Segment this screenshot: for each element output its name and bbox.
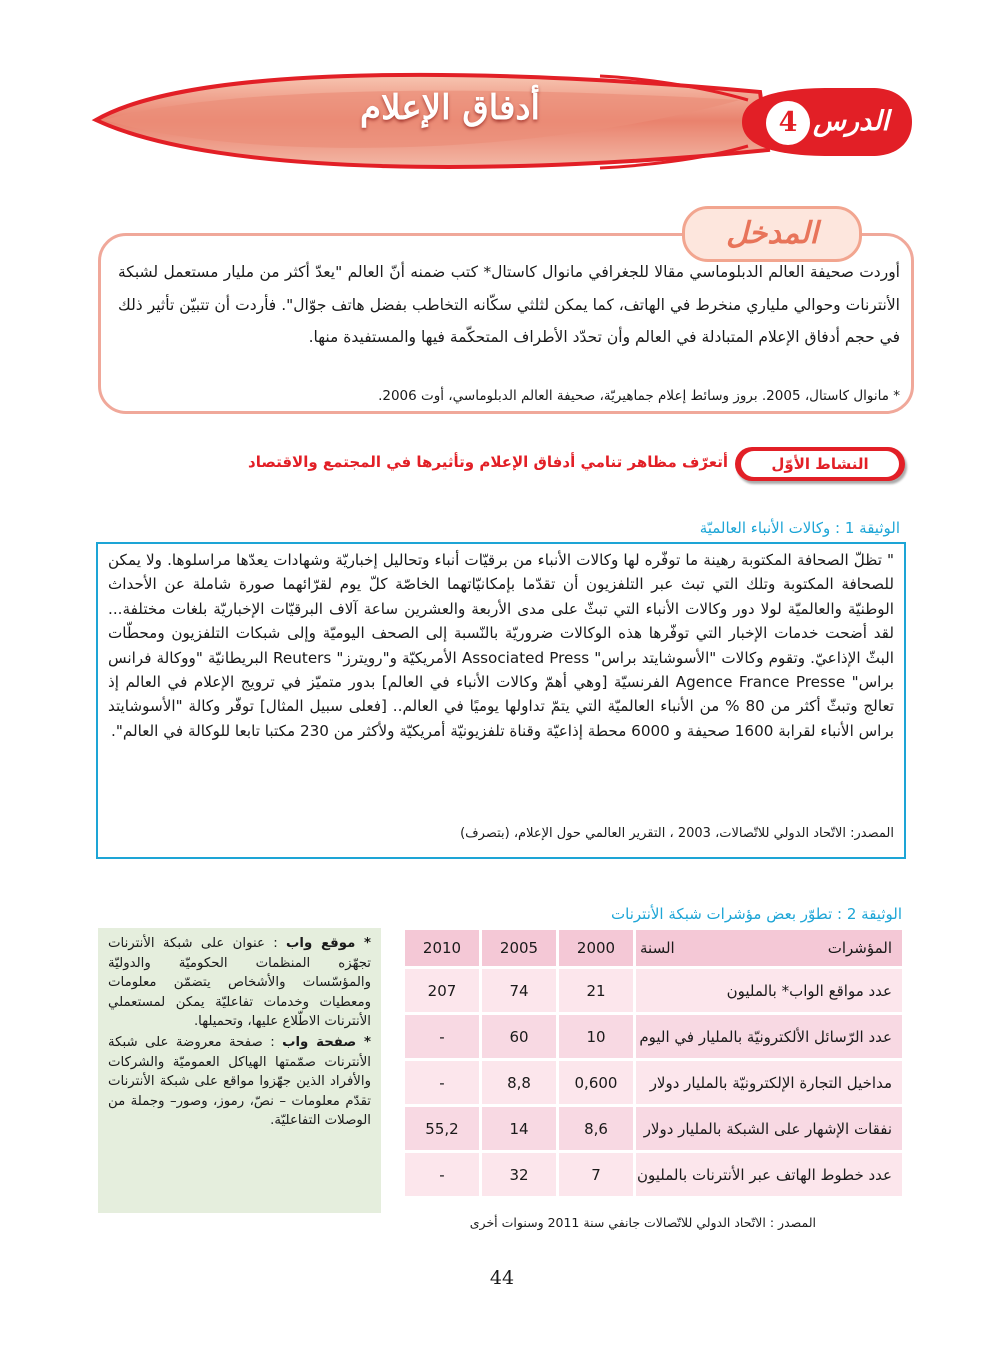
glossary-definition: : صفحة معروضة على شبكة الأنترنات صمّمتها الهياكل العموميّة والشركات والأفراد الذين جهّزوا مواقع على شبكة الأنترنات تقدّم معلومات – نصّ، رموز، وصور– وجملة من الوصلات التفاعليّة. xyxy=(108,1034,371,1129)
row-label: عدد مواقع الواب* بالمليون xyxy=(633,969,902,1015)
doc2-source: المصدر : الاتّحاد الدولي للاتّصالات جانفي سنة 2011 وسنوات أخرى xyxy=(469,1215,816,1230)
doc1-title: الوثيقة 1 : وكالات الأنباء العالميّة xyxy=(699,519,900,537)
lesson-title: أدفاق الإعلام xyxy=(360,88,540,128)
doc1-text: " تظلّ الصحافة المكتوبة رهينة ما توفّره لها وكالات الأنباء من برقيّات أنباء وتحاليل إخباريّة وشهادات يعدّها مراسلوها. ولا يمكن للصحافة المكتوبة وتلك التي تبث عبر التلفزيون أن تقدّما بإمكانيّاتهما الخاصّة كلّ يوم لقرّائهما صورة شاملة عن الأحداث الوطنيّة والعالميّة لولا دور وكالات الأنباء التي تبثّ على مدى الأربعة والعشرين ساعة آلاف البرقيّات الإخباريّة بلغات مختلفة... لقد أضحت خدمات الإخبار التي توفّرها هذه الوكالات ضروريّة بالنّسبة إلى الصحف اليوميّة وإلى شبكات التلفزيون ومحطّات البثّ الإذاعيّ. وتقوم وكالات "الأسوشايتد براس" Associated Press الأمريكيّة و"رويترز" Reuters البريطانيّة "ووكالة فرانس براس" Agence France Presse الفرنسيّة [وهي أهمّ وكالات الأنباء في العالم] بدور متميّز في ترويج الإعلام في العالم إذ تعالج وتبثّ أكثر من 80 % من الأنباء العالميّة التي يتمّ تداولها يوميًا في العالم.. [فعلى سبيل المثال] توفّر وكالة "الأسوشايتد براس الأنباء لقرابة 1600 صحيفة و 6000 محطة إذاعيّة وقناة تلفزيونيّة أمريكيّة ولأكثر من 230 مكتبا تابعا للوكالة في العالم". xyxy=(108,551,895,740)
row-label: عدد الرّسائل الألكترونيّة بالمليار في اليوم xyxy=(633,1015,902,1061)
glossary-term: * موقع واب xyxy=(286,936,371,951)
cell-value: - xyxy=(402,1061,479,1107)
table-row xyxy=(402,1107,902,1153)
activity-badge xyxy=(735,447,905,481)
lesson-number-badge: 4 xyxy=(766,101,810,145)
header-indicator-label: المؤشرات xyxy=(827,939,892,957)
row-label: عدد خطوط الهاتف عبر الأنترنات بالمليون xyxy=(633,1153,902,1199)
page-number: 44 xyxy=(489,1267,515,1289)
table-row xyxy=(402,969,902,1015)
table-header-row xyxy=(402,930,902,969)
intro-paragraph-text: أوردت صحيفة العالم الدبلوماسي مقالا للجغرافي مانوال كاستال* كتب ضمنه أنّ العالم "يعدّ أكثر من مليار مستعمل لشبكة الأنترنات وحوالي ملياري منخرط في الهاتف، كما يمكن لثلثي سكّانه التخاطب بفضل هاتف جوّال". فأردت أن تتبيّن تأثير ذلك في حجم أدفاق الإعلام المتبادلة في العالم وأن تحدّد الأطراف المتحكّمة فيها والمستفيدة منها. xyxy=(118,263,900,346)
header-year-1: 2000 xyxy=(556,930,633,969)
cell-value: 7 xyxy=(556,1153,633,1199)
cell-value: 55,2 xyxy=(402,1107,479,1153)
glossary-box xyxy=(98,928,381,1213)
cell-value: 8,8 xyxy=(479,1061,556,1107)
header-year-2: 2005 xyxy=(479,930,556,969)
cell-value: 207 xyxy=(402,969,479,1015)
row-label: نفقات الإشهار على الشبكة بالمليار دولار xyxy=(633,1107,902,1153)
indicators-table xyxy=(402,930,902,1199)
activity-title: أتعرّف مظاهر تنامي أدفاق الإعلام وتأثيرها في المجتمع والاقتصاد xyxy=(248,453,728,471)
glossary-item-web-page xyxy=(108,1033,371,1131)
doc1-body xyxy=(108,548,894,743)
cell-value: - xyxy=(402,1015,479,1061)
doc2-title: الوثيقة 2 : تطوّر بعض مؤشرات شبكة الأنترنات xyxy=(611,905,902,923)
cell-value: 21 xyxy=(556,969,633,1015)
glossary-item-web-site xyxy=(108,934,371,1032)
glossary-definition: : عنوان على شبكة الأنترنات تجهّزه المنظمات الحكوميّة والدوليّة والمؤسّسات والأشخاص يتضمّن معلومات ومعطيات وخدمات تفاعليّة يمكن لمستعملي الأنترنات الاطّلاع عليها، وتحميلها. xyxy=(108,936,371,1030)
row-label: مداخيل التجارة الإلكترونيّة بالمليار دولار xyxy=(633,1061,902,1107)
intro-paragraph xyxy=(118,256,900,354)
cell-value: 60 xyxy=(479,1015,556,1061)
header-year-label: السنة xyxy=(640,939,675,957)
intro-footnote: * مانوال كاستال، 2005. بروز وسائط إعلام جماهيريّة، صحيفة العالم الدبلوماسي، أوت 2006. xyxy=(378,388,900,404)
intro-tab: المدخل xyxy=(682,206,862,262)
header-year-3: 2010 xyxy=(402,930,479,969)
cell-value: 32 xyxy=(479,1153,556,1199)
table-row xyxy=(402,1153,902,1199)
cell-value: 8,6 xyxy=(556,1107,633,1153)
table-row xyxy=(402,1061,902,1107)
doc1-source: المصدر: الاتّحاد الدولي للاتّصالات، 2003 ، التقرير العالمي حول الإعلام، (بتصرف) xyxy=(460,826,894,841)
cell-value: - xyxy=(402,1153,479,1199)
cell-value: 74 xyxy=(479,969,556,1015)
cell-value: 0,600 xyxy=(556,1061,633,1107)
glossary-term: * صفحة واب xyxy=(282,1034,371,1050)
cell-value: 14 xyxy=(479,1107,556,1153)
lesson-label: الدرس xyxy=(813,106,889,137)
table-row xyxy=(402,1015,902,1061)
activity-label: النشاط الأوّل xyxy=(741,451,899,477)
cell-value: 10 xyxy=(556,1015,633,1061)
header-indicators xyxy=(633,930,902,969)
